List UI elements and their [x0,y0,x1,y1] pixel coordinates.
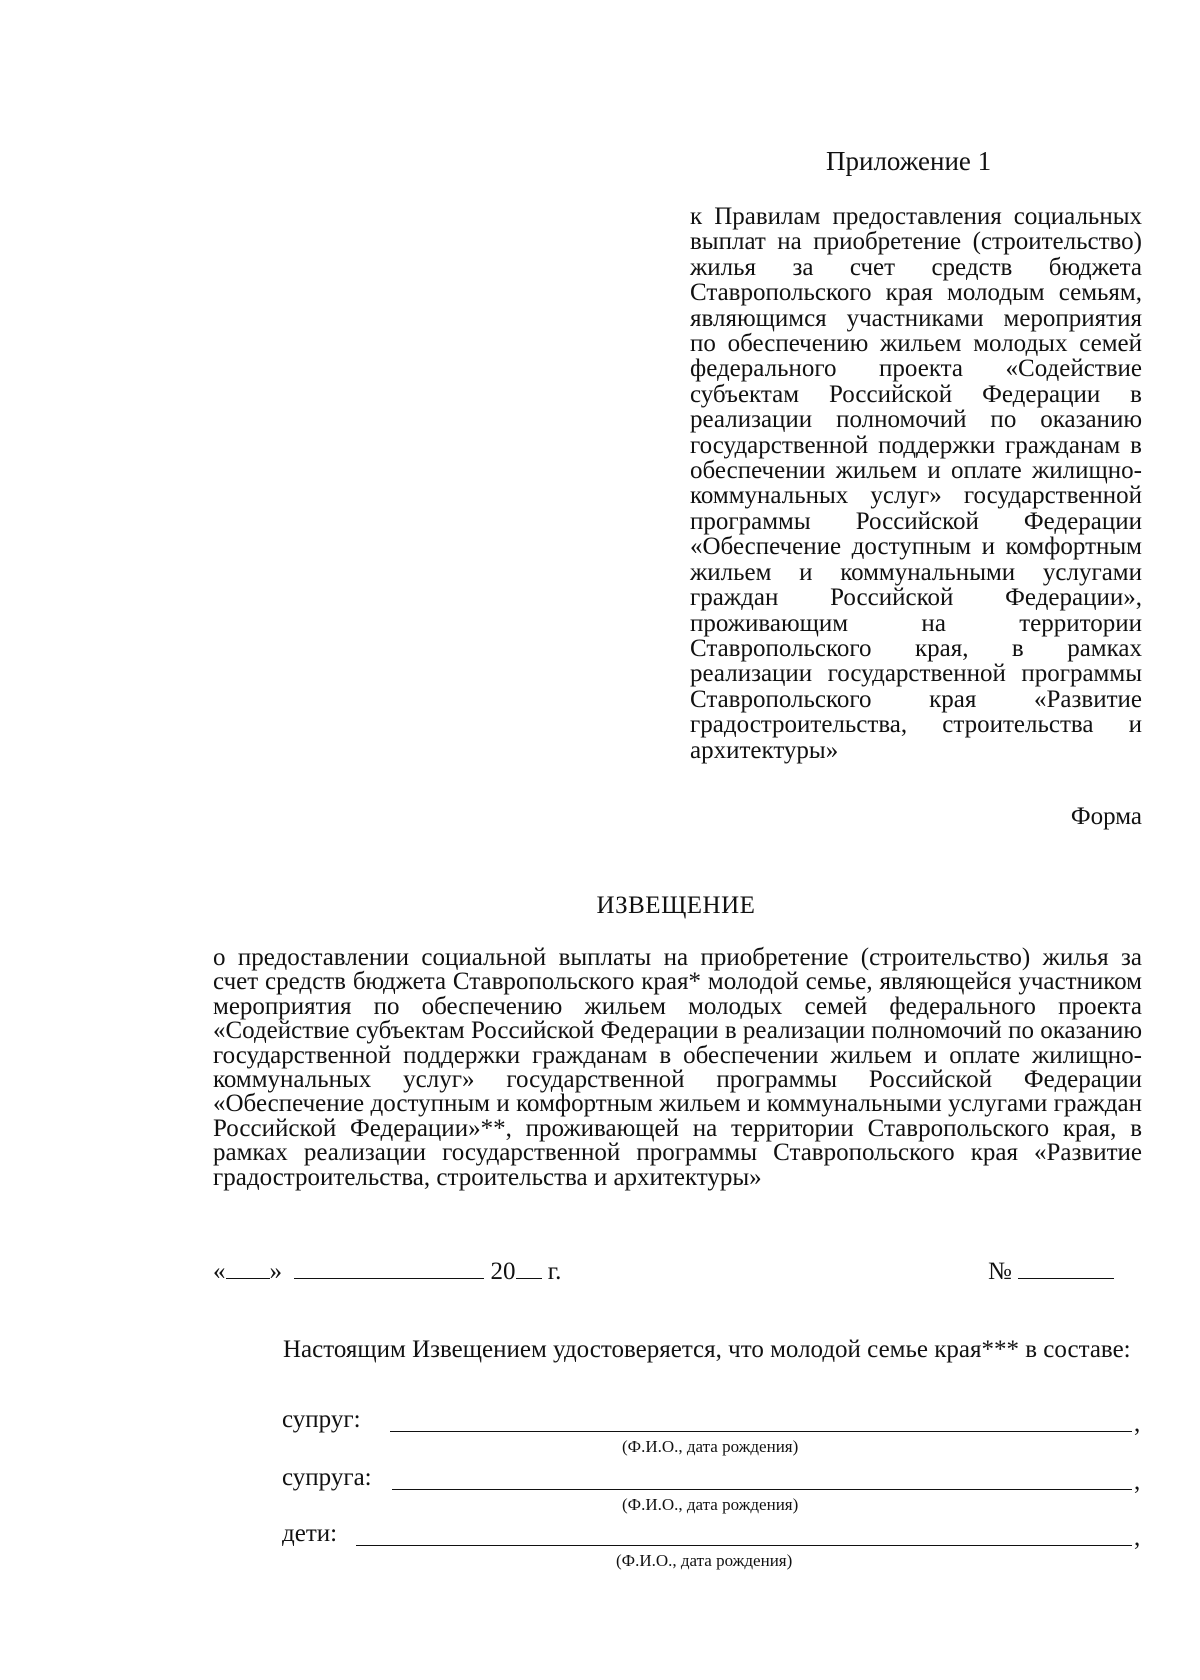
certification-text: Настоящим Извещением удостоверяется, что молодой семье края*** в составе: [283,1336,1131,1363]
member-caption: (Ф.И.О., дата рождения) [616,1551,793,1570]
appendix-title: Приложение 1 [826,146,992,176]
member-row-wife [282,1464,372,1492]
number-field[interactable] [988,1258,1114,1286]
certification-paragraph [213,1332,1142,1368]
member-label: дети: [282,1520,338,1547]
member-row-husband [282,1406,361,1434]
member-caption: (Ф.И.О., дата рождения) [622,1495,799,1514]
year-suffix: г. [547,1258,562,1285]
form-label: Форма [1070,803,1142,830]
number-blank[interactable] [1018,1258,1114,1279]
date-close-quote: » [269,1258,282,1285]
member-label: супруга: [282,1464,372,1491]
trailing-comma: , [1134,1468,1141,1495]
trailing-comma: , [1134,1410,1141,1437]
children-blank[interactable] [356,1544,1132,1546]
day-blank[interactable] [226,1258,270,1279]
month-blank[interactable] [294,1258,484,1279]
husband-blank[interactable] [390,1430,1132,1432]
date-field[interactable] [213,1258,561,1286]
number-label: № [988,1258,1012,1285]
document-intro: о предоставлении социальной выплаты на приобретение (строительство) жилья за счет средств бюджета Ставропольского края* молодой семье, являющейся участником мероприятия по обеспечению жильем молодых семей федерального проекта «Содействие субъектам Российской Федерации в реализации полномочий по оказанию государственной поддержки гражданам в обеспечении жильем и оплате жилищно-коммунальных услуг» государственной программы Российской Федерации «Обеспечение доступным и комфортным жильем и коммунальными услугами граждан Российской Федерации»**, проживающей на территории Ставропольского края, в рамках реализации государственной программы Ставропольского края «Развитие градостроительства, строительства и архитектуры» [213,944,1142,1191]
year-blank[interactable] [516,1258,542,1279]
member-caption: (Ф.И.О., дата рождения) [622,1437,799,1456]
date-open-quote: « [213,1258,226,1285]
member-row-children [282,1520,337,1548]
member-label: супруг: [282,1406,361,1433]
year-prefix: 20 [490,1258,516,1285]
appendix-reference: к Правилам предоставления социальных выплат на приобретение (строительство) жилья за счет средств бюджета Ставропольского края молодым семьям, являющимся участниками мероприятия по обеспечению жильем молодых семей федерального проекта «Содействие субъектам Российской Федерации в реализации полномочий по оказанию государственной поддержки гражданам в обеспечении жильем и оплате жилищно-коммунальных услуг» государственной программы Российской Федерации «Обеспечение доступным и комфортным жильем и коммунальными услугами граждан Российской Федерации», проживающим на территории Ставропольского края, в рамках реализации государственной программы Ставропольского края «Развитие градостроительства, строительства и архитектуры» [690,203,1142,764]
document-title: ИЗВЕЩЕНИЕ [596,892,756,919]
trailing-comma: , [1134,1524,1141,1551]
wife-blank[interactable] [392,1488,1132,1490]
